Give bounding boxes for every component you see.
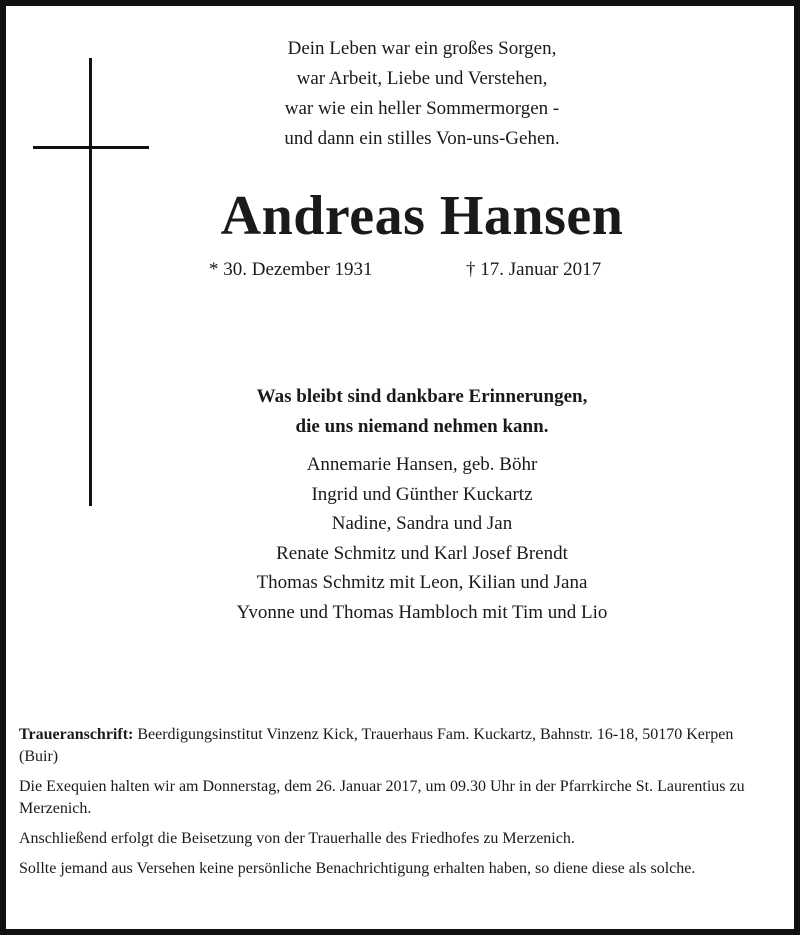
mourner-entry: Ingrid und Günther Kuckartz [311, 483, 533, 505]
poem-line: und dann ein stilles Von-uns-Gehen. [284, 128, 560, 149]
memory-quote [6, 382, 794, 442]
mourner-entry: Nadine, Sandra und Jan [331, 513, 513, 534]
poem-line: war Arbeit, Liebe und Verstehen, [296, 68, 548, 89]
mourners-list [6, 450, 794, 627]
mourning-address [19, 724, 769, 768]
memory-line: Was bleibt sind dankbare Erinnerungen, [256, 386, 588, 407]
memory-line: die uns niemand nehmen kann. [295, 416, 549, 437]
footer-info [19, 724, 769, 888]
mourner-entry: Thomas Schmitz mit Leon, Kilian und Jana [256, 572, 588, 593]
exequien-info: Die Exequien halten wir am Donnerstag, dem 26. Januar 2017, um 09.30 Uhr in der Pfarrkirche St. Laurentius zu Merzenich. [19, 778, 745, 817]
poem [6, 34, 794, 154]
mourner-entry: Yvonne und Thomas Hambloch mit Tim und Lio [236, 601, 608, 623]
death-date: † 17. Januar 2017 [466, 259, 602, 280]
notification-notice: Sollte jemand aus Versehen keine persönliche Benachrichtigung erhalten haben, so diene diese als solche. [19, 860, 696, 877]
mourning-address-label: Traueranschrift: [19, 726, 134, 743]
deceased-name: Andreas Hansen [220, 185, 624, 247]
mourning-address-text: Beerdigungsinstitut Vinzenz Kick, Trauerhaus Fam. Kuckartz, Bahnstr. 16-18, 50170 Kerpen (Buir) [19, 726, 734, 765]
poem-line: Dein Leben war ein großes Sorgen, [287, 38, 557, 59]
mourner-entry: Renate Schmitz und Karl Josef Brendt [276, 542, 568, 564]
mourner-entry: Annemarie Hansen, geb. Böhr [306, 454, 538, 475]
poem-line: war wie ein heller Sommermorgen - [284, 98, 560, 119]
burial-info: Anschließend erfolgt die Beisetzung von der Trauerhalle des Friedhofes zu Merzenich. [19, 830, 575, 847]
birth-date: * 30. Dezember 1931 [209, 259, 373, 280]
